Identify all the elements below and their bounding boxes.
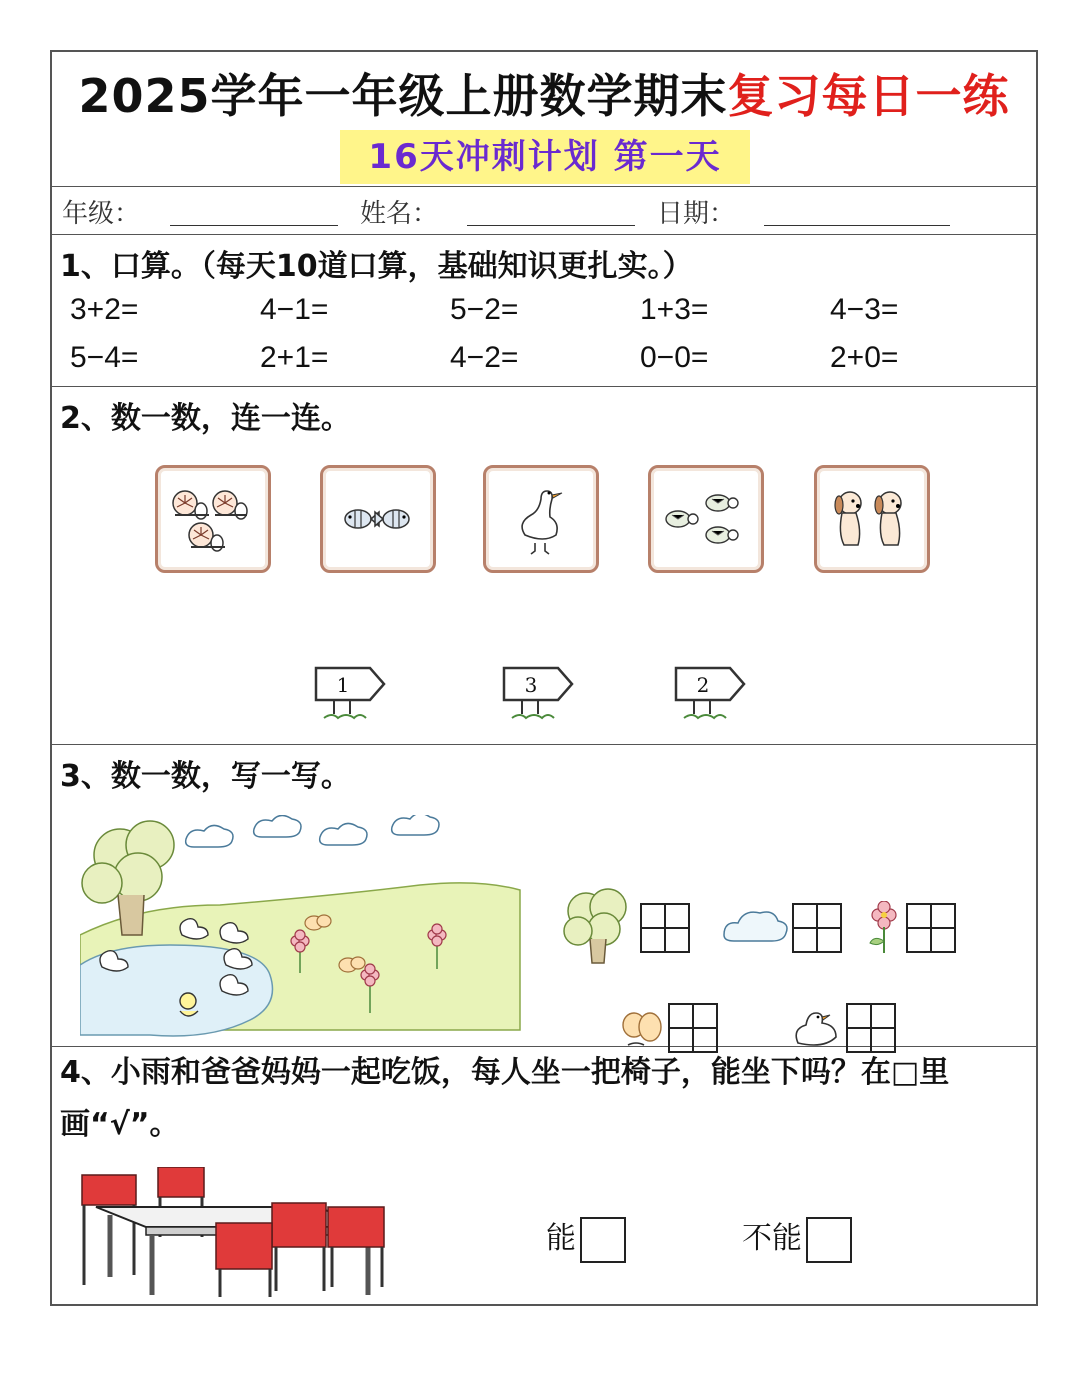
card-dogs[interactable] <box>814 465 930 573</box>
question-3-title: 3、数一数，写一写。 <box>60 759 351 794</box>
number-sign-2[interactable] <box>672 664 752 724</box>
arithmetic-item: 3+2= <box>70 293 139 326</box>
dogs-icon <box>822 473 916 559</box>
tree-count-box[interactable] <box>640 903 690 953</box>
butterfly-count-box[interactable] <box>668 1003 718 1053</box>
table-and-chairs-illustration <box>76 1167 406 1299</box>
option-cannot-checkbox[interactable] <box>806 1217 852 1263</box>
arithmetic-item: 2+0= <box>830 341 899 374</box>
flower-icon <box>862 901 906 957</box>
sign-number: 2 <box>696 673 710 697</box>
cloud-icon <box>718 905 790 949</box>
arithmetic-item: 2+1= <box>260 341 329 374</box>
goose-icon <box>491 473 585 559</box>
arithmetic-item: 4−1= <box>260 293 329 326</box>
number-sign-3[interactable] <box>500 664 580 724</box>
flower-count-box[interactable] <box>906 903 956 953</box>
option-can <box>546 1213 626 1263</box>
option-can-checkbox[interactable] <box>580 1217 626 1263</box>
tree-icon <box>560 885 638 967</box>
title-highlight: 复习每日一练 <box>727 69 1010 123</box>
grade-field[interactable] <box>170 225 338 226</box>
option-cannot-label: 不能 <box>742 1221 802 1256</box>
sign-number: 3 <box>524 673 538 697</box>
option-cannot <box>742 1213 852 1263</box>
arithmetic-item: 4−3= <box>830 293 899 326</box>
worksheet <box>50 50 1038 1306</box>
question-4 <box>52 1047 1036 1306</box>
sign-number: 1 <box>336 673 350 697</box>
arithmetic-item: 4−2= <box>450 341 519 374</box>
name-field[interactable] <box>467 225 635 226</box>
snails-icon <box>163 473 257 559</box>
question-2-title: 2、数一数，连一连。 <box>60 401 351 436</box>
pond-scene-illustration <box>80 815 525 1040</box>
cloud-count-box[interactable] <box>792 903 842 953</box>
question-2 <box>52 387 1036 745</box>
arithmetic-item: 5−2= <box>450 293 519 326</box>
turtles-icon <box>656 473 750 559</box>
arithmetic-item: 5−4= <box>70 341 139 374</box>
worksheet-title <box>52 60 1036 126</box>
card-turtles[interactable] <box>648 465 764 573</box>
arithmetic-item: 1+3= <box>640 293 709 326</box>
card-snails[interactable] <box>155 465 271 573</box>
date-field[interactable] <box>764 225 950 226</box>
card-fish[interactable] <box>320 465 436 573</box>
student-info-row <box>52 187 1036 235</box>
grade-label: 年级： <box>62 199 141 229</box>
fish-icon <box>328 473 422 559</box>
question-1-title: 1、口算。（每天10道口算，基础知识更扎实。） <box>60 249 693 284</box>
title-section <box>52 52 1036 187</box>
option-can-label: 能 <box>546 1221 576 1256</box>
name-label: 姓名： <box>360 199 439 229</box>
card-goose[interactable] <box>483 465 599 573</box>
date-label: 日期： <box>657 199 736 229</box>
title-main: 2025学年一年级上册数学期末 <box>78 69 728 123</box>
plan-subtitle: 16天冲刺计划 第一天 <box>340 130 750 184</box>
question-1 <box>52 235 1036 387</box>
arithmetic-item: 0−0= <box>640 341 709 374</box>
question-4-title: 4、小雨和爸爸妈妈一起吃饭，每人坐一把椅子，能坐下吗？在□里画“√”。 <box>60 1055 950 1142</box>
number-sign-1[interactable] <box>312 664 392 724</box>
question-3 <box>52 745 1036 1047</box>
duck-count-box[interactable] <box>846 1003 896 1053</box>
